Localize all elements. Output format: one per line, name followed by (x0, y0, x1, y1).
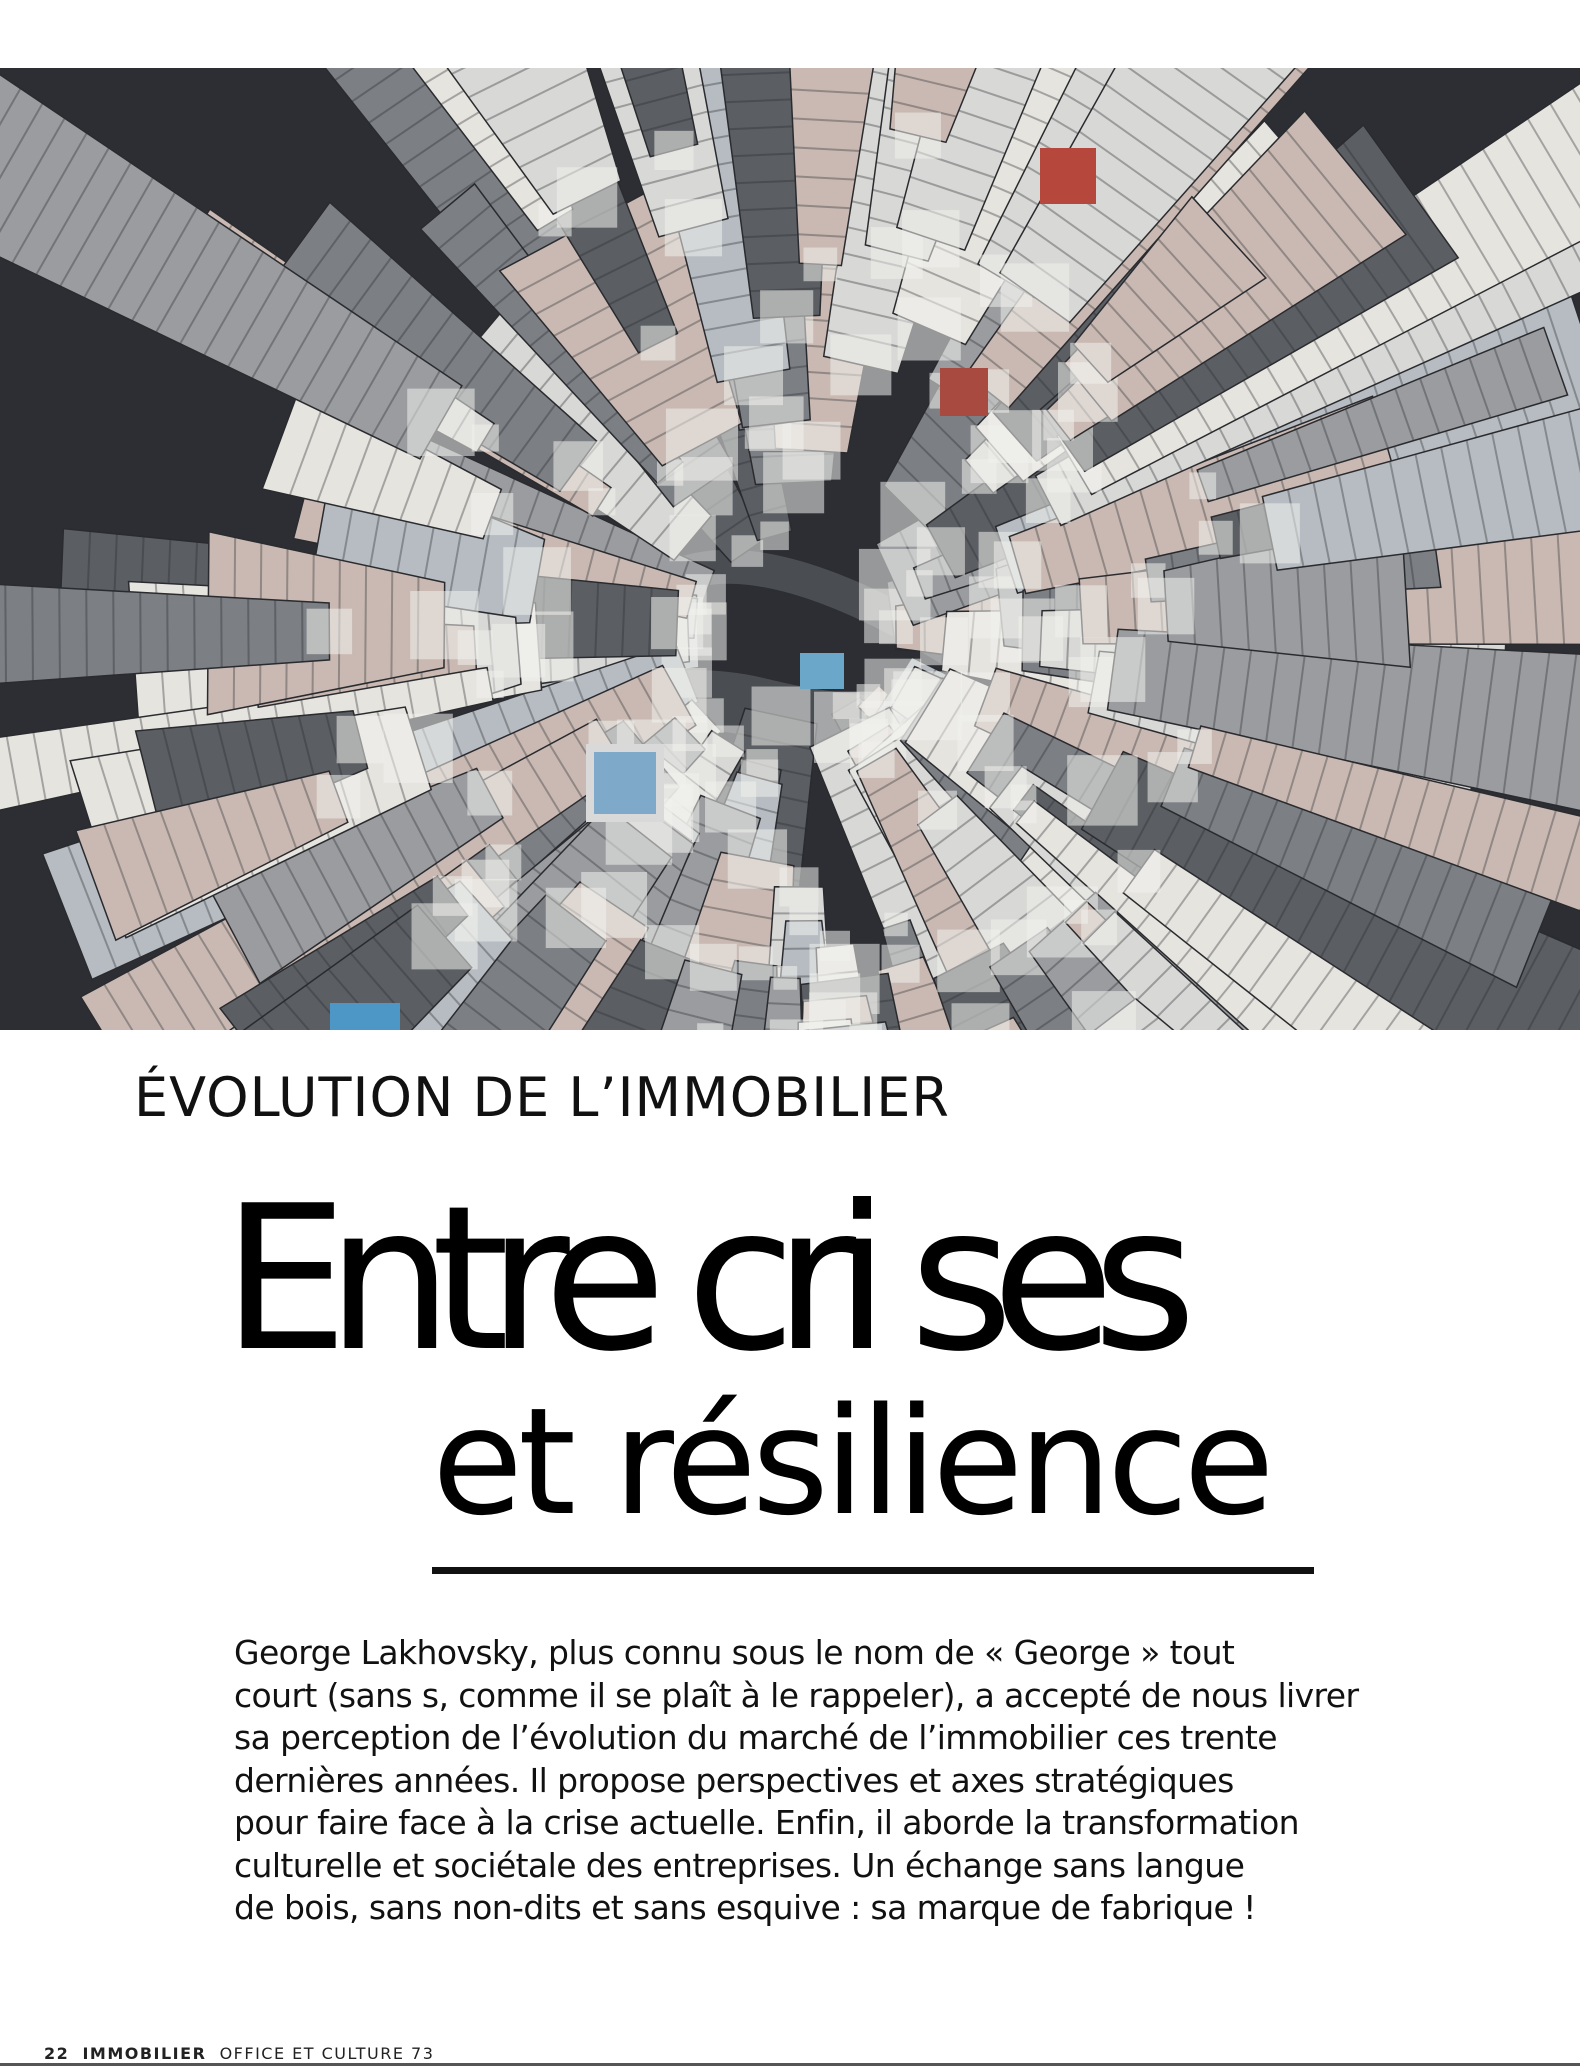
article-title-line-1: Entre cri ses (222, 1163, 1175, 1396)
article-title-line-2: et résilience (432, 1376, 1270, 1548)
lead-line: George Lakhovsky, plus connu sous le nom de « George » tout (234, 1633, 1235, 1672)
lead-line: sa perception de l’évolution du marché de l’immobilier ces trente (234, 1718, 1277, 1757)
page-number: 22 (44, 2044, 70, 2063)
page-footer (44, 2044, 434, 2063)
aerial-city-photo-icon (0, 68, 1580, 1030)
lead-line: dernières années. Il propose perspectives et axes stratégiques (234, 1760, 1234, 1800)
hero-image (0, 68, 1580, 1030)
lead-line: de bois, sans non-dits et sans esquive : sa marque de fabrique ! (234, 1888, 1256, 1927)
title-divider (432, 1567, 1314, 1574)
lead-line: culturelle et sociétale des entreprises. Un échange sans langue (234, 1845, 1245, 1885)
footer-section: IMMOBILIER (82, 2044, 207, 2063)
footer-publication: OFFICE ET CULTURE 73 (219, 2044, 435, 2063)
lead-line: pour faire face à la crise actuelle. Enfin, il aborde la transformation (234, 1803, 1299, 1842)
article-kicker: ÉVOLUTION DE L’IMMOBILIER (134, 1066, 950, 1129)
lead-line: court (sans s, comme il se plaît à le rappeler), a accepté de nous livrer (234, 1675, 1359, 1715)
article-lead (234, 1632, 1364, 1930)
